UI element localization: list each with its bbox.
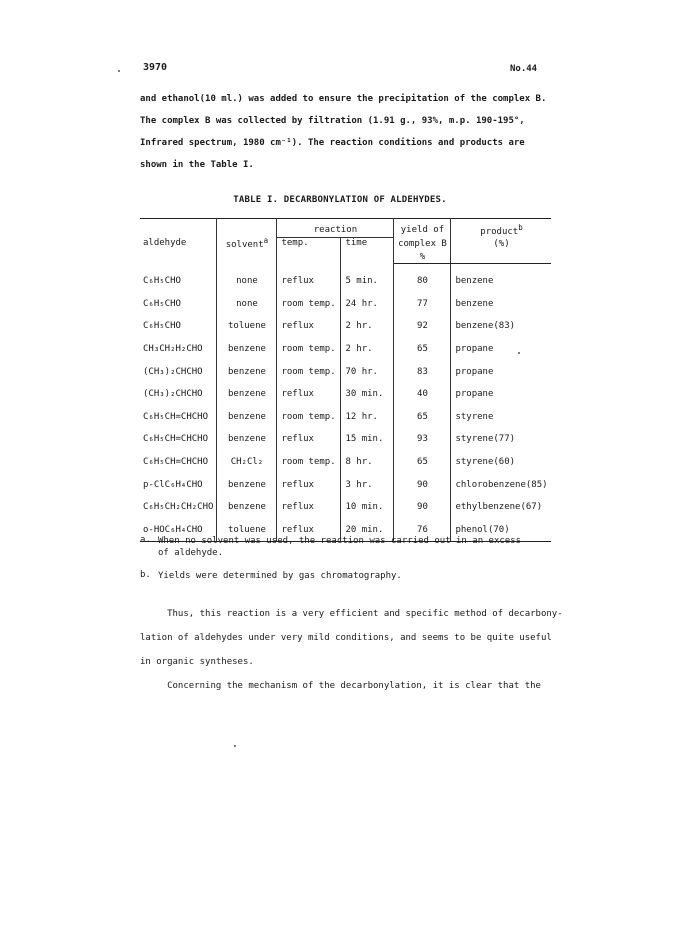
footnote-marker: b. (140, 570, 151, 580)
cell-time: 15 min. (341, 428, 394, 451)
table-footnotes (140, 535, 560, 593)
intro-line: Infrared spectrum, 1980 cm⁻¹). The reaction conditions and products are (140, 138, 525, 148)
journal-issue: No.44 (510, 64, 538, 74)
intro-paragraph (140, 88, 560, 176)
cell-solvent: benzene (217, 360, 277, 383)
cell-aldehyde: (CH₃)₂CHCHO (140, 360, 217, 383)
intro-line: and ethanol(10 ml.) was added to ensure the precipitation of the complex B. (140, 94, 547, 104)
cell-aldehyde: C₆H₅CH=CHCHO (140, 406, 217, 429)
cell-aldehyde: o-HOC₆H₄CHO (140, 519, 217, 542)
cell-solvent: none (217, 293, 277, 316)
cell-temp: reflux (277, 519, 341, 542)
table-row (140, 315, 551, 338)
scan-speck (118, 70, 120, 72)
cell-product: phenol(70) (451, 519, 551, 542)
footnote-text: When no solvent was used, the reaction was carried out in an excess of aldehyde. (158, 536, 522, 558)
cell-time: 30 min. (341, 383, 394, 406)
cell-time: 70 hr. (341, 360, 394, 383)
table-row (140, 496, 551, 519)
page-number: 3970 (143, 62, 168, 73)
cell-yield: 92 (394, 315, 451, 338)
cell-time: 12 hr. (341, 406, 394, 429)
cell-solvent: none (217, 264, 277, 293)
table-row (140, 338, 551, 361)
cell-solvent: benzene (217, 338, 277, 361)
header-solvent-mark: a (263, 236, 269, 246)
cell-solvent: benzene (217, 383, 277, 406)
cell-yield: 65 (394, 406, 451, 429)
cell-product: styrene(77) (455, 434, 516, 445)
cell-temp: reflux (277, 473, 341, 496)
cell-solvent: benzene (217, 496, 277, 519)
intro-line: The complex B was collected by filtration (1.91 g., 93%, m.p. 190-195°, (140, 116, 525, 126)
header-reaction: reaction (277, 219, 394, 238)
cell-solvent: toluene (217, 315, 277, 338)
cell-time: 8 hr. (341, 451, 394, 474)
footnote-marker: a. (140, 535, 151, 545)
cell-time: 24 hr. (341, 293, 394, 316)
body-line: lation of aldehydes under very mild conditions, and seems to be quite useful (140, 633, 552, 643)
cell-time: 20 min. (341, 519, 394, 542)
cell-yield: 90 (394, 473, 451, 496)
cell-product: benzene (455, 298, 494, 309)
intro-line: shown in the Table I. (140, 160, 254, 170)
table-row (140, 451, 551, 474)
cell-product: styrene (455, 411, 494, 422)
header-product-unit: (%) (493, 239, 510, 249)
header-yield-2: complex B (394, 237, 451, 251)
body-line: Concerning the mechanism of the decarbonylation, it is clear that the (140, 681, 541, 691)
cell-yield: 76 (394, 519, 451, 542)
cell-product: ethylbenzene(67) (455, 502, 543, 513)
cell-time: 2 hr. (341, 315, 394, 338)
cell-temp: reflux (277, 496, 341, 519)
table-row (140, 360, 551, 383)
cell-product: propane (455, 389, 494, 400)
cell-yield: 83 (394, 360, 451, 383)
footnote-a (140, 535, 560, 559)
table-row (140, 293, 551, 316)
header-temp: temp. (277, 237, 341, 264)
cell-temp: room temp. (277, 406, 341, 429)
cell-yield: 77 (394, 293, 451, 316)
footnote-b (140, 570, 560, 582)
cell-product: chlorobenzene(85) (455, 479, 548, 490)
header-time: time (341, 237, 394, 264)
cell-temp: room temp. (277, 293, 341, 316)
cell-time: 10 min. (341, 496, 394, 519)
cell-yield: 65 (394, 338, 451, 361)
cell-yield: 40 (394, 383, 451, 406)
cell-temp: room temp. (277, 338, 341, 361)
header-yield-1: yield of (394, 219, 451, 238)
cell-aldehyde: C₆H₅CH=CHCHO (140, 451, 217, 474)
cell-temp: room temp. (277, 360, 341, 383)
cell-product: propane (455, 366, 494, 377)
header-product-mark: b (518, 223, 523, 232)
body-line: in organic syntheses. (140, 657, 254, 667)
cell-aldehyde: CH₃CH₂H₂CHO (140, 338, 217, 361)
scan-speck (234, 745, 236, 747)
scan-speck (518, 352, 520, 354)
footnote-text: Yields were determined by gas chromatography. (158, 571, 402, 581)
cell-solvent: toluene (217, 519, 277, 542)
table-row (140, 473, 551, 496)
cell-product: benzene (455, 276, 494, 287)
cell-time: 3 hr. (341, 473, 394, 496)
header-product: product$^b$ (451, 219, 551, 238)
decarbonylation-table (140, 218, 551, 542)
cell-aldehyde: p-ClC₆H₄CHO (140, 473, 217, 496)
cell-temp: reflux (277, 428, 341, 451)
cell-solvent: benzene (217, 406, 277, 429)
cell-temp: room temp. (277, 451, 341, 474)
cell-aldehyde: C₆H₅CHO (140, 293, 217, 316)
header-aldehyde: aldehyde (140, 219, 217, 264)
table-row (140, 383, 551, 406)
cell-temp: reflux (277, 383, 341, 406)
header-yield-3: % (394, 251, 451, 264)
table-row (140, 406, 551, 429)
cell-time: 5 min. (341, 264, 394, 293)
cell-yield: 80 (394, 264, 451, 293)
cell-temp: reflux (277, 315, 341, 338)
body-line: Thus, this reaction is a very efficient and specific method of decarbony- (140, 609, 563, 619)
cell-yield: 65 (394, 451, 451, 474)
cell-solvent: CH₂Cl₂ (217, 451, 277, 474)
cell-aldehyde: (CH₃)₂CHCHO (140, 383, 217, 406)
body-paragraph (140, 602, 580, 698)
header-solvent: solvent$^a$ (217, 219, 277, 264)
cell-yield: 93 (394, 428, 451, 451)
cell-time: 2 hr. (341, 338, 394, 361)
cell-product: benzene(83) (455, 321, 516, 332)
table-row (140, 264, 551, 293)
cell-product: styrene(60) (455, 457, 516, 468)
table-row (140, 428, 551, 451)
cell-aldehyde: C₆H₅CHO (140, 315, 217, 338)
cell-product: propane (455, 344, 494, 355)
cell-solvent: benzene (217, 428, 277, 451)
table-title: TABLE I. DECARBONYLATION OF ALDEHYDES. (233, 195, 447, 205)
cell-aldehyde: C₆H₅CH=CHCHO (140, 428, 217, 451)
cell-yield: 90 (394, 496, 451, 519)
cell-temp: reflux (277, 264, 341, 293)
cell-aldehyde: C₆H₅CHO (140, 264, 217, 293)
cell-solvent: benzene (217, 473, 277, 496)
cell-aldehyde: C₆H₅CH₂CH₂CHO (140, 496, 217, 519)
